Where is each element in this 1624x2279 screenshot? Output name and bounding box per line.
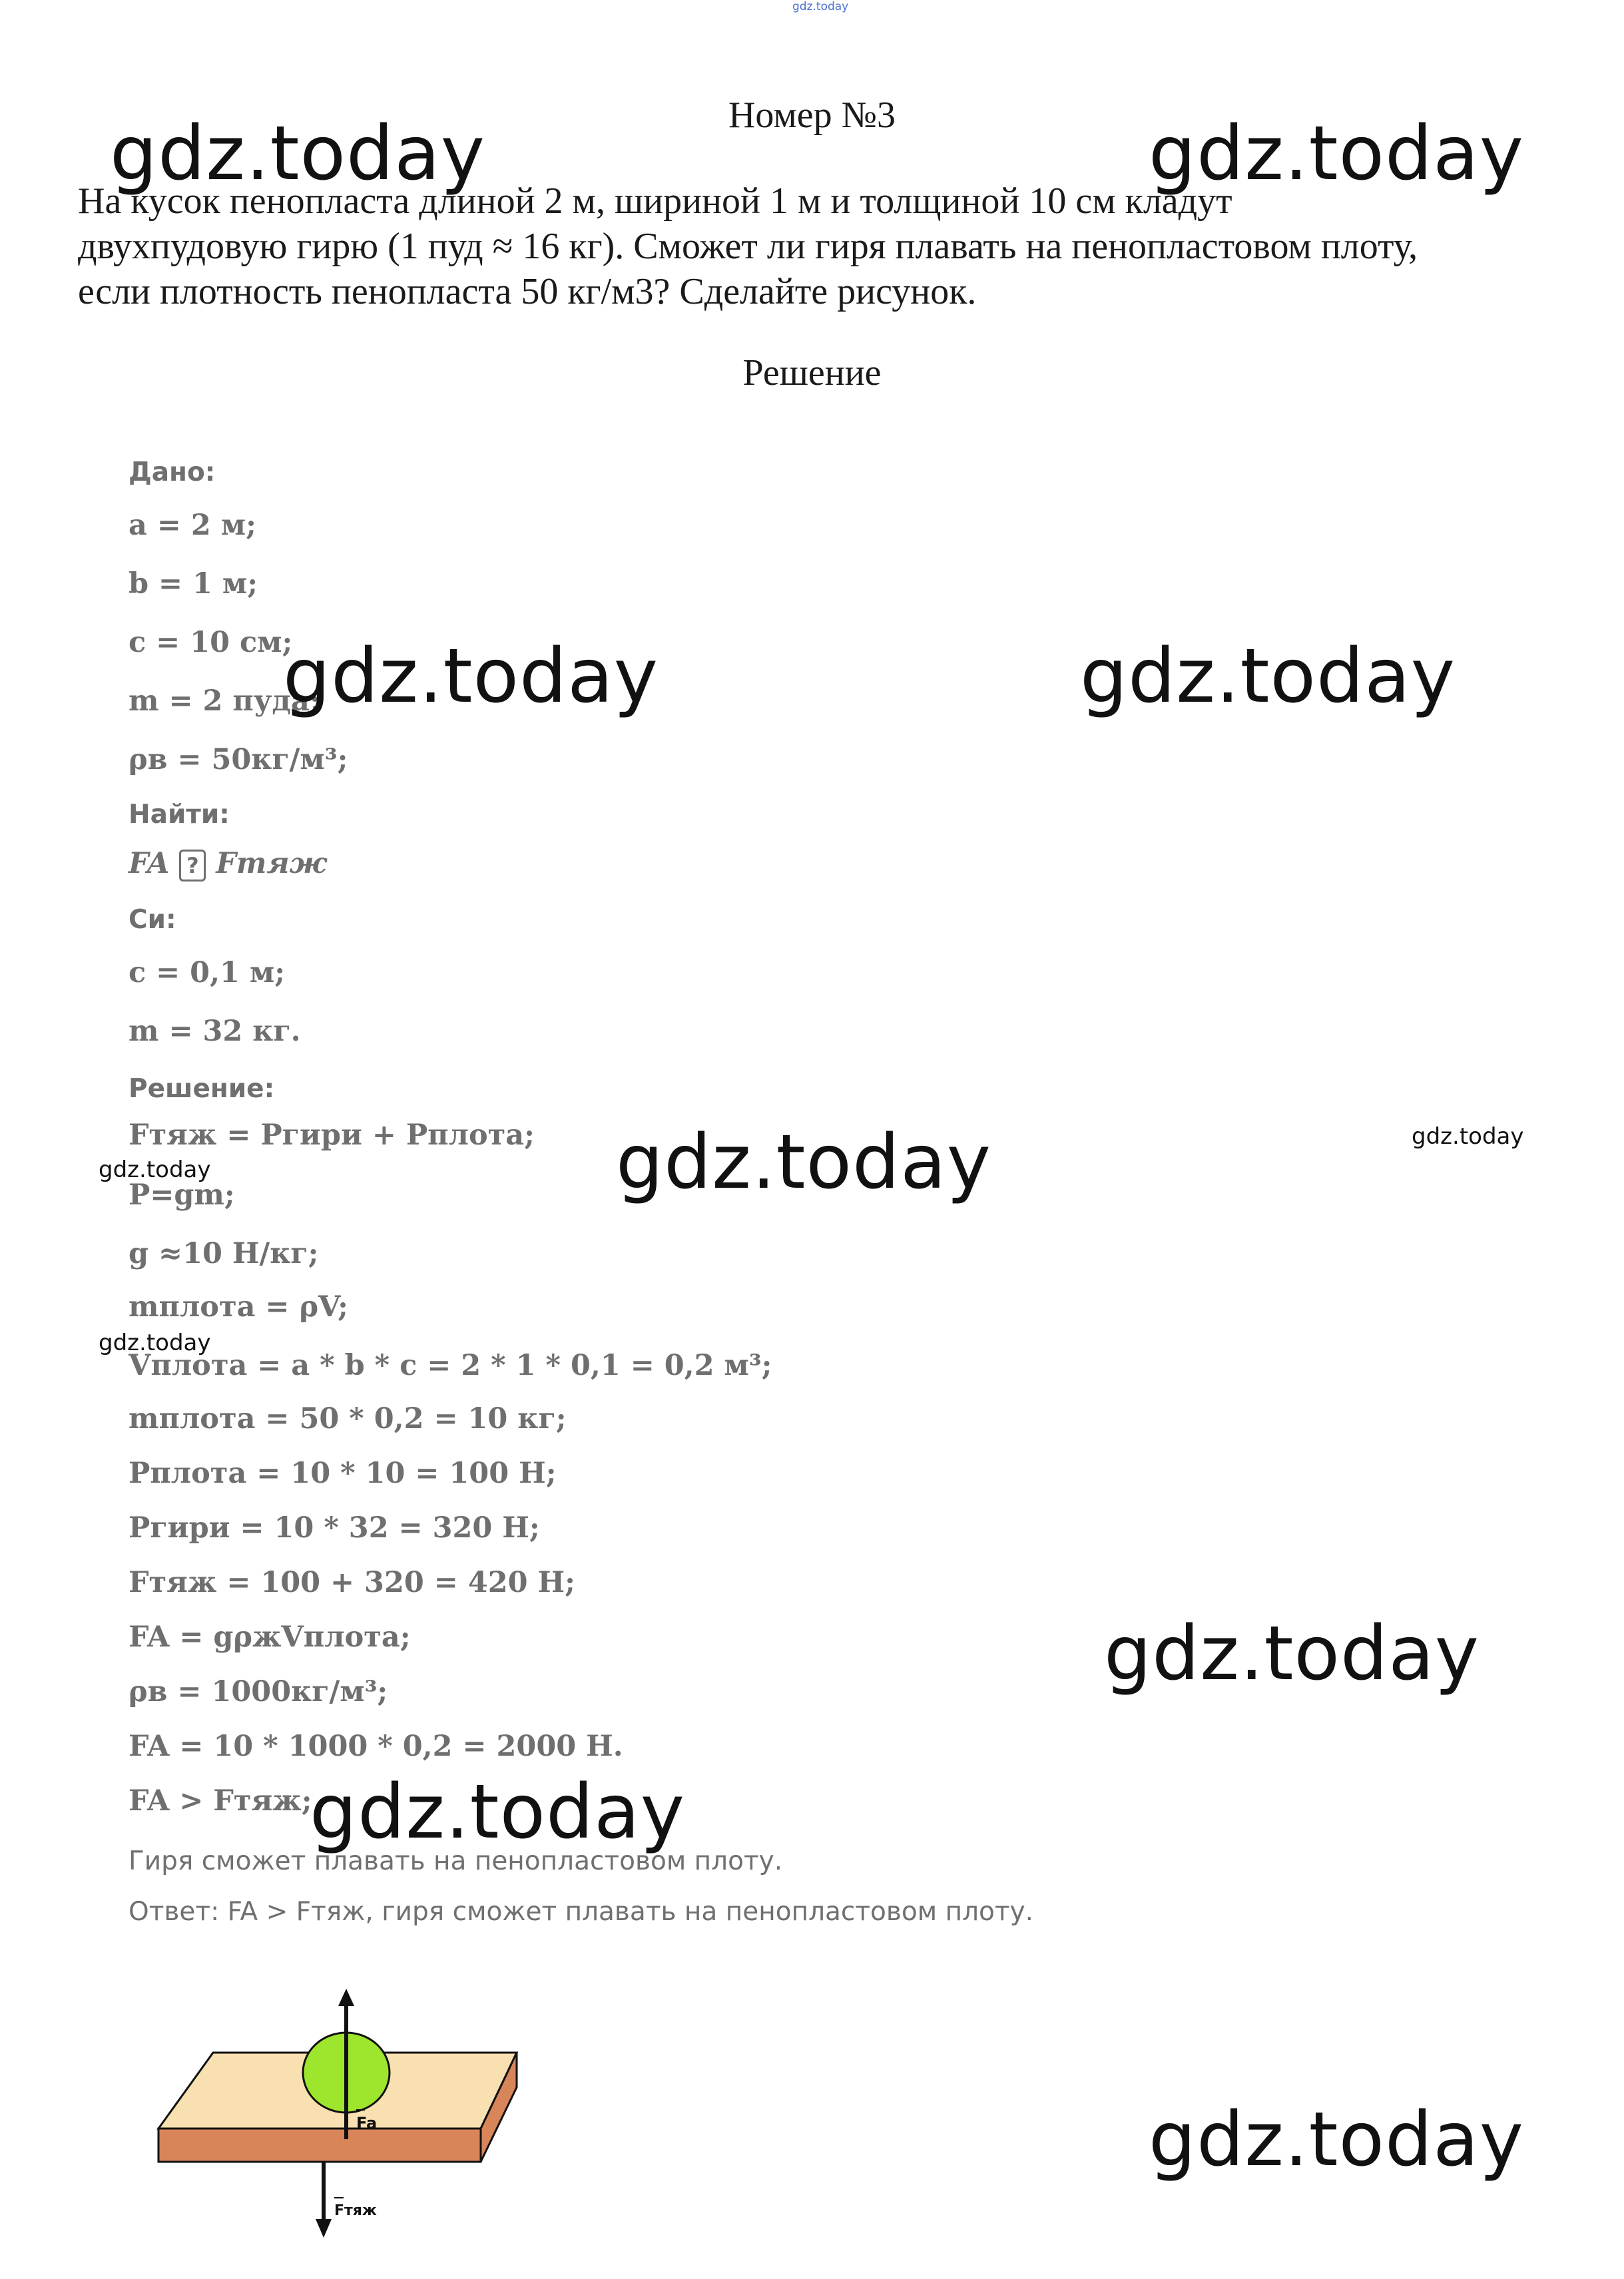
solution-line: mплота = 50 * 0,2 = 10 кг; (129, 1402, 567, 1435)
solution-heading: Решение (742, 352, 882, 393)
solution-line: Fтяж = 100 + 320 = 420 Н; (129, 1566, 576, 1599)
solution-line: g ≈10 Н/кг; (129, 1237, 319, 1270)
given-label: Дано: (129, 457, 216, 487)
si-line: m = 32 кг. (129, 1015, 301, 1048)
solution-label: Решение: (129, 1074, 275, 1104)
si-label: Си: (129, 905, 176, 935)
conclusion-text: Гиря сможет плавать на пенопластовом плоту. (129, 1846, 783, 1876)
solution-line: Pплота = 10 * 10 = 100 Н; (129, 1457, 557, 1490)
buoyancy-label: Fa (356, 2114, 378, 2133)
force-archimedes: FA (129, 847, 170, 880)
header-watermark: gdz.today (792, 0, 849, 13)
watermark: gdz.today (1149, 111, 1525, 197)
watermark: gdz.today (1080, 633, 1456, 720)
given-line: ρв = 50кг/м³; (129, 743, 348, 776)
watermark: gdz.today (1149, 2097, 1525, 2183)
solution-line: Fтяж = Pгири + Pплота; (129, 1119, 535, 1152)
force-gravity: Fтяж (216, 847, 327, 880)
solution-line: FA > Fтяж; (129, 1784, 312, 1818)
solution-line: FA = 10 * 1000 * 0,2 = 2000 Н. (129, 1730, 623, 1763)
buoyancy-arrow-head (338, 1989, 354, 2006)
watermark: gdz.today (310, 1769, 686, 1856)
watermark: gdz.today (99, 1330, 211, 1356)
si-line: c = 0,1 м; (129, 956, 286, 989)
gravity-arrow-head (316, 2219, 332, 2238)
gravity-label: Fтяж (334, 2202, 377, 2219)
problem-line: двухпудовую гирю (1 пуд ≈ 16 кг). Сможет ли гиря плавать на пенопластовом плоту, (78, 226, 1418, 267)
watermark: gdz.today (616, 1119, 992, 1206)
page-title: Номер №3 (728, 95, 896, 136)
raft-front-side (158, 2129, 481, 2162)
comparison-box: ? (179, 850, 206, 882)
given-line: b = 1 м; (129, 567, 258, 601)
watermark: gdz.today (283, 633, 659, 720)
problem-line: На кусок пенопласта длиной 2 м, шириной 1 м и толщиной 10 см кладут (78, 180, 1232, 222)
given-line: m = 2 пуда; (129, 684, 320, 718)
solution-line: Vплота = a * b * c = 2 * 1 * 0,1 = 0,2 м³; (129, 1349, 772, 1382)
problem-line: если плотность пенопласта 50 кг/м3? Сделайте рисунок. (78, 271, 977, 312)
solution-line: ρв = 1000кг/м³; (129, 1675, 388, 1708)
find-label: Найти: (129, 800, 230, 830)
solution-line: mплота = ρV; (129, 1290, 348, 1324)
raft-figure (153, 1987, 539, 2240)
answer-text: Ответ: FA > Fтяж, гиря сможет плавать на пенопластовом плоту. (129, 1897, 1034, 1927)
find-expression (129, 847, 327, 882)
watermark: gdz.today (1412, 1123, 1524, 1150)
solution-line: FA = gρжVплота; (129, 1621, 411, 1654)
watermark: gdz.today (110, 111, 486, 197)
given-line: c = 10 см; (129, 626, 293, 659)
watermark: gdz.today (99, 1156, 211, 1183)
solution-line: P=gm; (129, 1178, 235, 1212)
solution-line: Pгири = 10 * 32 = 320 Н; (129, 1511, 540, 1545)
given-line: a = 2 м; (129, 509, 256, 542)
problem-statement (78, 178, 1569, 314)
watermark: gdz.today (1104, 1611, 1480, 1697)
